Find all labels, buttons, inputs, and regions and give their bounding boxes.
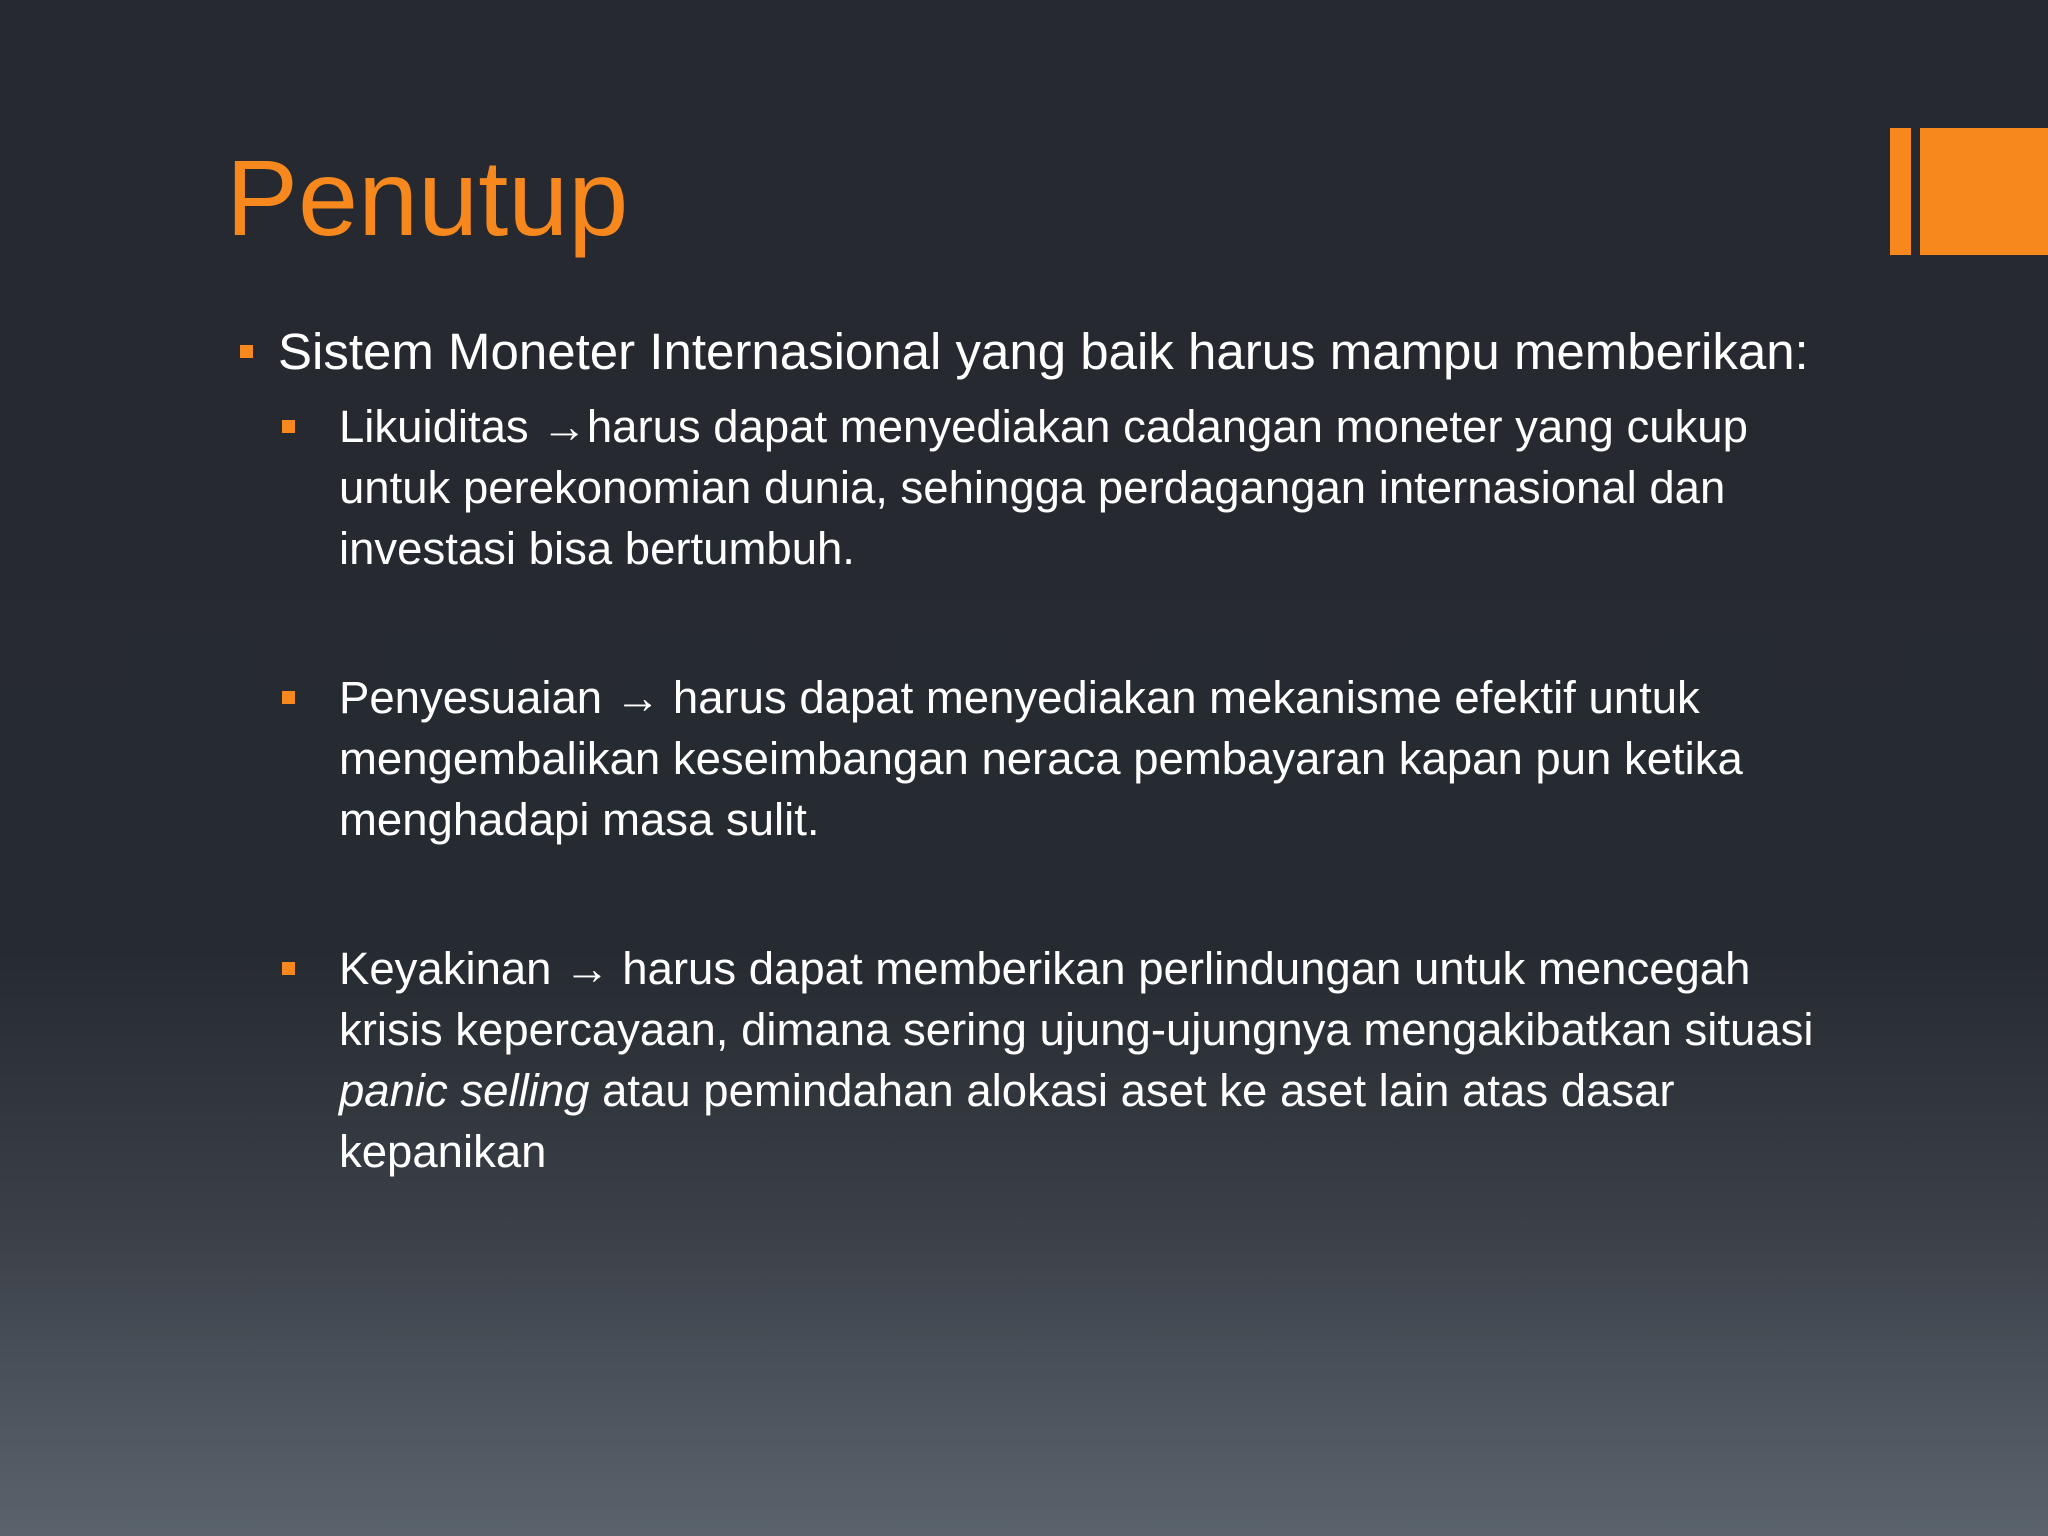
arrow-right-icon: → [564,943,610,994]
sub-bullet-term: Keyakinan [339,943,552,994]
sub-bullet-text: harus dapat menyediakan mekanisme efektif untuk mengembalikan keseimbangan neraca pembayaran kapan pun ketika menghadapi masa sulit. [339,672,1743,845]
accent-bar-thin [1890,128,1911,255]
square-bullet-icon [282,691,295,704]
slide-content [236,318,1836,1182]
sub-bullet-list [236,396,1836,1182]
sub-bullet-likuiditas [278,396,1836,579]
sub-bullet-text-before: harus dapat memberikan perlindungan untuk mencegah krisis kepercayaan, dimana sering ujung-ujungnya mengakibatkan situasi [339,943,1814,1055]
main-bullet [236,318,1836,386]
sub-bullet-term: Penyesuaian [339,672,603,723]
sub-bullet-penyesuaian [278,667,1836,850]
square-bullet-icon [282,420,295,433]
main-bullet-text: Sistem Moneter Internasional yang baik harus mampu memberikan: [278,323,1809,380]
square-bullet-icon [240,345,253,358]
arrow-right-icon: → [614,672,661,723]
sub-bullet-text: harus dapat menyediakan cadangan moneter yang cukup untuk perekonomian dunia, sehingga perdagangan internasional dan investasi bisa bertumbuh. [339,401,1748,574]
sub-bullet-text-after: atau pemindahan alokasi aset ke aset lain atas dasar kepanikan [339,1065,1675,1177]
square-bullet-icon [282,962,295,975]
sub-bullet-term: Likuiditas [339,401,529,452]
accent-bar-block [1920,128,2048,255]
arrow-right-icon: → [541,401,587,452]
slide-title: Penutup [226,137,629,258]
sub-bullet-text-italic: panic selling [339,1065,590,1116]
sub-bullet-keyakinan [278,938,1836,1182]
